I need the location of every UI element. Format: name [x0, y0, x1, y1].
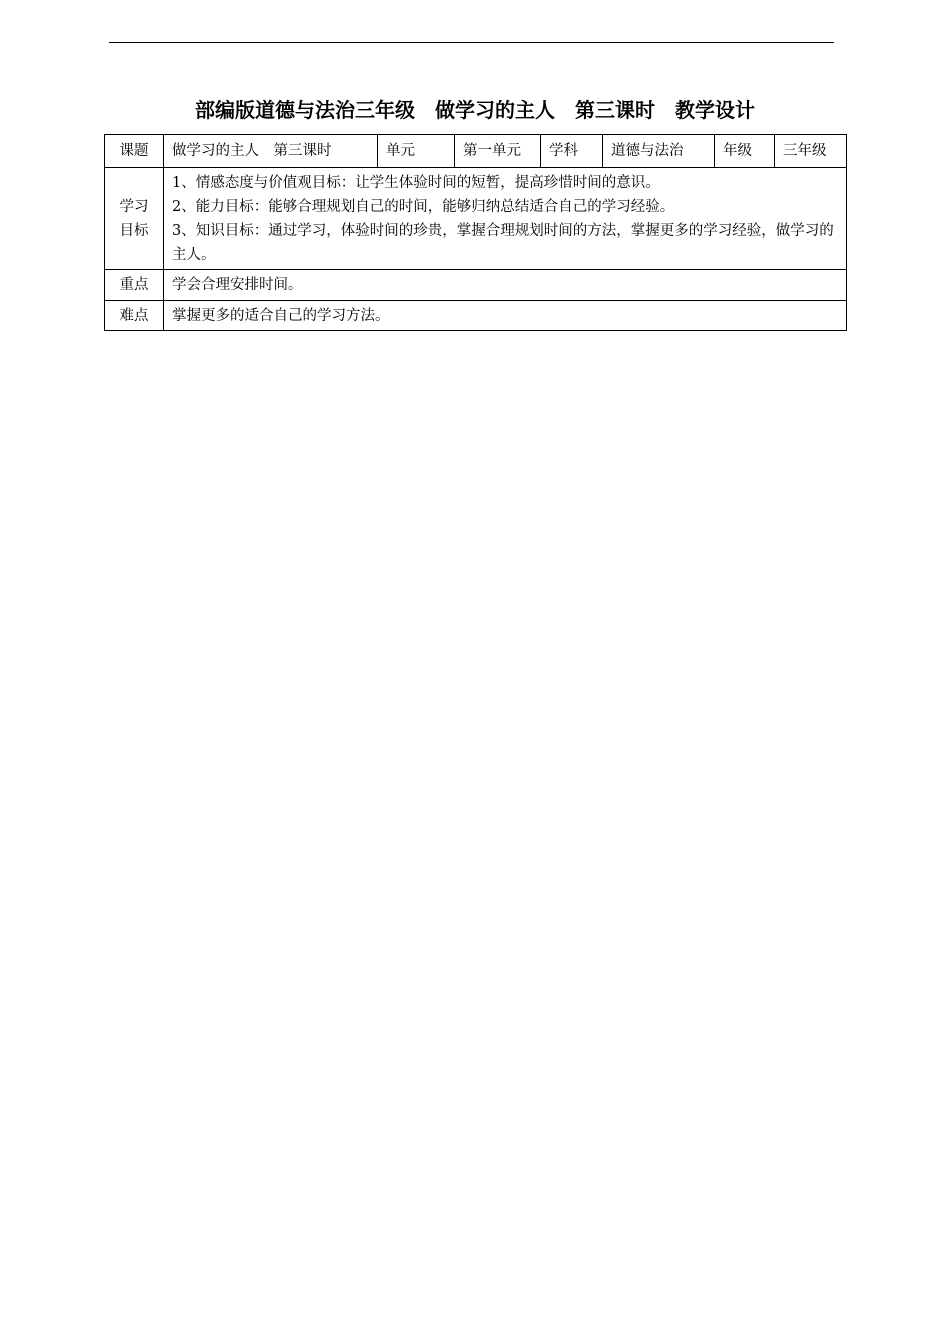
topic-label: 课题 — [105, 135, 164, 168]
grade-label: 年级 — [715, 135, 775, 168]
unit-value: 第一单元 — [455, 135, 541, 168]
document-title: 部编版道德与法治三年级 做学习的主人 第三课时 教学设计 — [195, 98, 755, 122]
unit-label: 单元 — [378, 135, 455, 168]
goals-label-line2: 目标 — [119, 222, 149, 239]
goals-content — [164, 168, 847, 270]
goals-label-line1: 学习 — [119, 198, 149, 215]
topic-value: 做学习的主人 第三课时 — [164, 135, 378, 168]
difficulty-label: 难点 — [105, 301, 164, 331]
info-row — [105, 135, 847, 168]
key-point-label: 重点 — [105, 270, 164, 301]
goals-row — [105, 168, 847, 270]
goals-label — [105, 168, 164, 270]
key-point-value: 学会合理安排时间。 — [164, 270, 847, 301]
key-point-row — [105, 270, 847, 301]
goal-item-knowledge: 3、知识目标：通过学习，体验时间的珍贵，掌握合理规划时间的方法，掌握更多的学习经验，做学习的主人。 — [172, 222, 834, 263]
difficulty-row — [105, 301, 847, 331]
subject-value: 道德与法治 — [603, 135, 715, 168]
lesson-plan-table — [104, 134, 847, 331]
goal-item-ability: 2、能力目标：能够合理规划自己的时间，能够归纳总结适合自己的学习经验。 — [172, 198, 675, 215]
grade-value: 三年级 — [775, 135, 847, 168]
difficulty-value: 掌握更多的适合自己的学习方法。 — [164, 301, 847, 331]
header-rule — [109, 42, 834, 43]
subject-label: 学科 — [541, 135, 603, 168]
goal-item-attitude: 1、情感态度与价值观目标：让学生体验时间的短暂，提高珍惜时间的意识。 — [172, 174, 660, 191]
